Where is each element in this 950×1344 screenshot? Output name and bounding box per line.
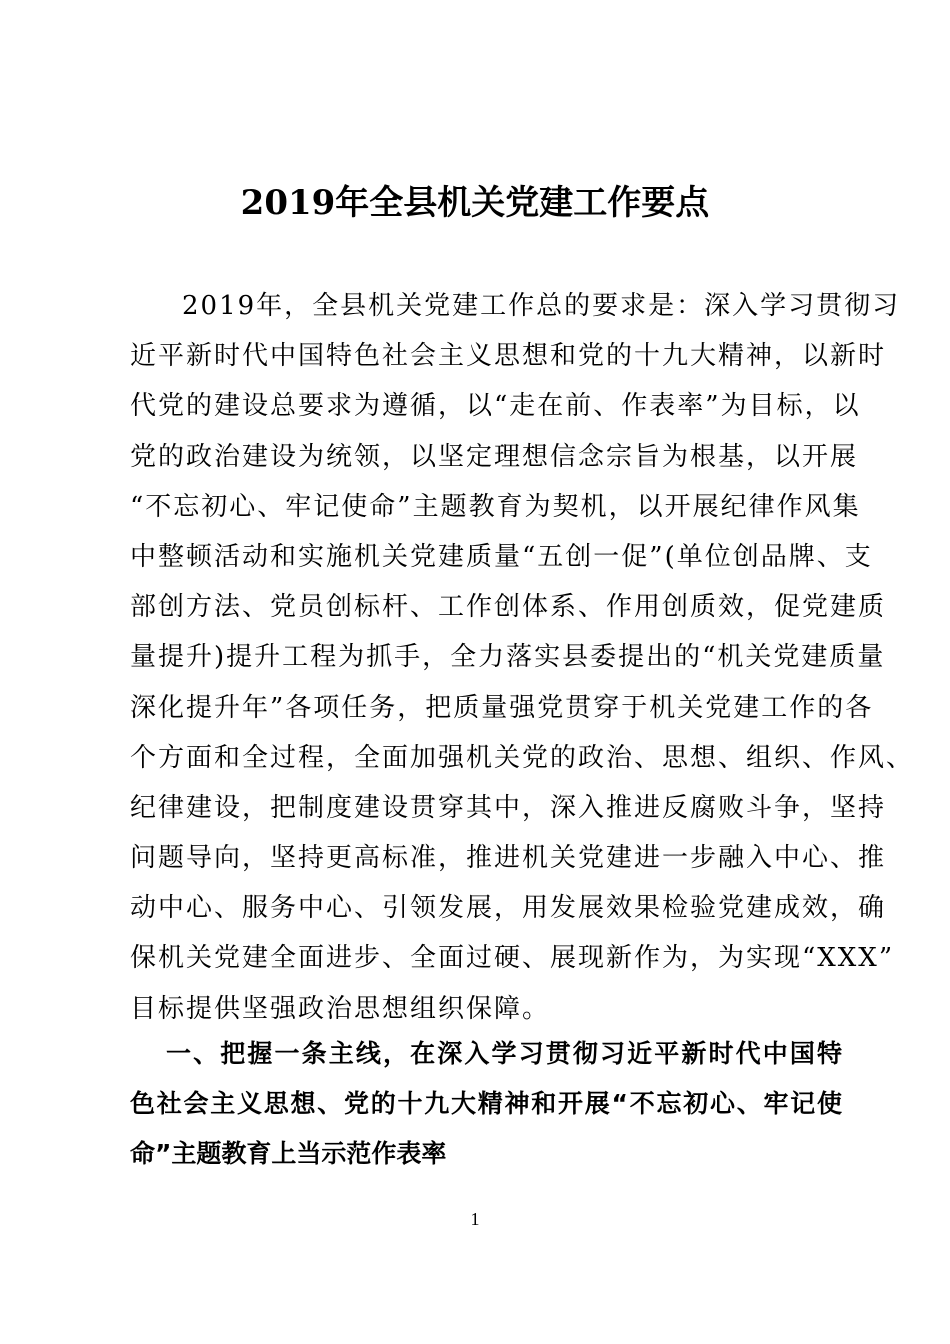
intro-paragraph	[130, 281, 915, 1034]
paragraph-line: 量提升)提升工程为抓手，全力落实县委提出的“机关党建质量	[130, 642, 886, 673]
paragraph-line: 2019年，全县机关党建工作总的要求是：深入学习贯彻习	[182, 291, 901, 321]
section-heading-1	[130, 1029, 842, 1180]
paragraph-line: 个方面和全过程，全面加强机关党的政治、思想、组织、作风、	[130, 742, 915, 773]
paragraph-line: 问题导向，坚持更高标准，推进机关党建进一步融入中心、推	[130, 843, 887, 874]
page-number: 1	[470, 1209, 480, 1229]
paragraph-line: 代党的建设总要求为遵循，以“走在前、作表率”为目标，以	[130, 391, 861, 422]
paragraph-line: 中整顿活动和实施机关党建质量“五创一促”(单位创品牌、支	[130, 541, 873, 572]
paragraph-line: 动中心、服务中心、引领发展，用发展效果检验党建成效，确	[130, 893, 887, 924]
paragraph-line: 深化提升年”各项任务，把质量强党贯穿于机关党建工作的各	[130, 692, 874, 723]
paragraph-line: 党的政治建设为统领，以坚定理想信念宗旨为根基，以开展	[130, 441, 859, 472]
document-title: 2019年全县机关党建工作要点	[240, 183, 710, 223]
heading-line: 色社会主义思想、党的十九大精神和开展“不忘初心、牢记使	[130, 1089, 842, 1119]
paragraph-line: 保机关党建全面进步、全面过硬、展现新作为，为实现“XXX”	[130, 943, 895, 974]
paragraph-line: 近平新时代中国特色社会主义思想和党的十九大精神，以新时	[130, 341, 887, 372]
paragraph-line: 部创方法、党员创标杆、工作创体系、作用创质效，促党建质	[130, 592, 887, 623]
heading-line: 命”主题教育上当示范作表率	[130, 1139, 447, 1169]
paragraph-line: 纪律建设，把制度建设贯穿其中，深入推进反腐败斗争，坚持	[130, 792, 887, 823]
paragraph-line: “不忘初心、牢记使命”主题教育为契机，以开展纪律作风集	[130, 491, 861, 522]
paragraph-line: 目标提供坚强政治思想组织保障。	[130, 993, 551, 1024]
heading-line: 一、把握一条主线，在深入学习贯彻习近平新时代中国特	[166, 1039, 842, 1068]
